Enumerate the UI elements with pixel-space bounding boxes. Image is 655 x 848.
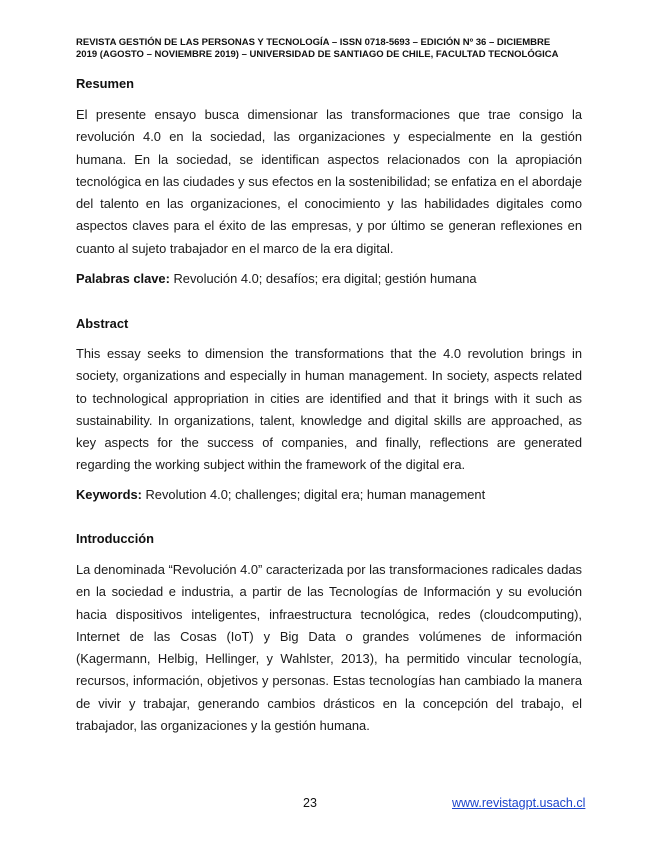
header-line-1: REVISTA GESTIÓN DE LAS PERSONAS Y TECNOLOGÍA – ISSN 0718-5693 – EDICIÓN Nº 36 – DICIEMBRE	[76, 37, 551, 48]
header-line-2: 2019 (AGOSTO – NOVIEMBRE 2019) – UNIVERSIDAD DE SANTIAGO DE CHILE, FACULTAD TECNOLÓGICA	[76, 48, 559, 60]
resumen-heading: Resumen	[76, 76, 135, 91]
resumen-keywords	[76, 270, 586, 288]
keywords-label-en: Keywords:	[76, 487, 142, 502]
introduccion-heading: Introducción	[76, 531, 155, 546]
keywords-label-es: Palabras clave:	[76, 271, 170, 286]
abstract-paragraph: This essay seeks to dimension the transformations that the 4.0 revolution brings in society, organizations and especially in human management. In society, aspects related to technological appropriation in cities are identified and that it brings with it such as sustainability. In organizations, talent, knowledge and digital skills are approached, as key aspects for the success of companies, and finally, reflections are generated regarding the working subject within the framework of the digital era.	[76, 346, 582, 473]
abstract-keywords	[76, 486, 586, 504]
resumen-paragraph: El presente ensayo busca dimensionar las transformaciones que trae consigo la revolución 4.0 en la sociedad, las organizaciones y especialmente en la gestión humana. En la sociedad, se identifican aspectos relacionados con la apropiación tecnológica en las ciudades y sus efectos en la sostenibilidad; se enfatiza en el abordaje del talento en las organizaciones, el conocimiento y las habilidades digitales como aspectos claves para el éxito de las empresas, y por último se generan reflexiones en cuanto al sujeto trabajador en el marco de la era digital.	[76, 107, 582, 256]
keywords-en: Revolution 4.0; challenges; digital era; human management	[145, 487, 486, 502]
introduccion-paragraph: La denominada “Revolución 4.0” caracterizada por las transformaciones radicales dadas en la sociedad e industria, a partir de las Tecnologías de Información y su evolución hacia dispositivos inteligentes, infraestructura tecnológica, redes (cloudcomputing), Internet de las Cosas (IoT) y Big Data o grandes volúmenes de información (Kagermann, Helbig, Hellinger, y Wahlster, 2013), ha permitido vincular tecnología, recursos, información, objetivos y personas. Estas tecnologías han cambiado la manera de vivir y trabajar, generando cambios drásticos en la concepción del trabajo, el trabajador, las organizaciones y la gestión humana.	[76, 562, 582, 734]
page-number: 23	[303, 796, 317, 810]
keywords-es: Revolución 4.0; desafíos; era digital; gestión humana	[173, 271, 477, 286]
journal-header	[76, 37, 586, 60]
journal-website-link[interactable]: www.revistagpt.usach.cl	[452, 796, 586, 810]
abstract-heading: Abstract	[76, 316, 129, 331]
